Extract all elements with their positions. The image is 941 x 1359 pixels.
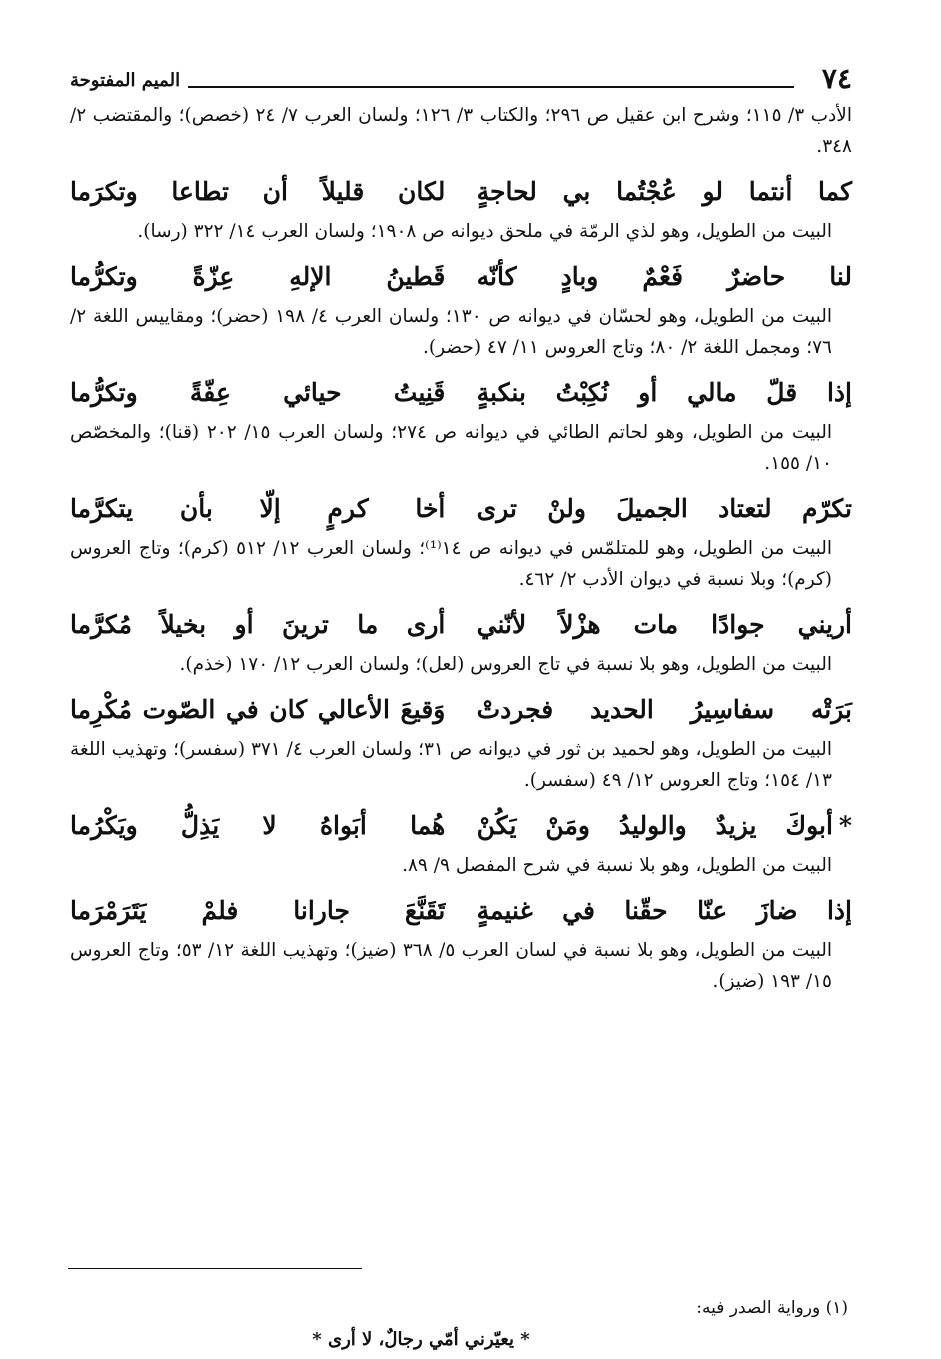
verse-entry xyxy=(70,168,852,247)
first-hemistich xyxy=(477,253,852,301)
verse-entries xyxy=(70,168,852,997)
verse-entry xyxy=(70,253,852,363)
verse-note: البيت من الطويل، وهو للمتلمّس في ديوانه ص ١٤⁽¹⁾؛ ولسان العرب ١٢/ ٥١٢ (كرم)؛ وتاج العروس (كرم)؛ وبلا نسبة في ديوان الأدب ٢/ ٤٦٢. xyxy=(70,538,832,590)
header-rule xyxy=(188,86,794,88)
hemistich-text: تكرّم لتعتاد الجميلَ ولنْ ترى xyxy=(476,494,852,523)
verse-note: البيت من الطويل، وهو لحاتم الطائي في ديوانه ص ٢٧٤؛ ولسان العرب ١٥/ ٢٠٢ (قنا)؛ والمخصّص ١٠/ ١٥٥. xyxy=(70,422,832,474)
verse-note: البيت من الطويل، وهو بلا نسبة في تاج العروس (لعل)؛ ولسان العرب ١٢/ ١٧٠ (خذم). xyxy=(179,654,832,675)
verse-note: البيت من الطويل، وهو لحميد بن ثور في ديوانه ص ٣١؛ ولسان العرب ٤/ ٣٧١ (سفسر)؛ وتهذيب اللغة ١٣/ ١٥٤؛ وتاج العروس ١٢/ ٤٩ (سفسر). xyxy=(70,739,832,791)
first-hemistich xyxy=(477,802,852,850)
verse-note: البيت من الطويل، وهو لذي الرمّة في ملحق ديوانه ص ١٩٠٨؛ ولسان العرب ١٤/ ٣٢٢ (رسا). xyxy=(137,221,832,242)
verse-line xyxy=(70,485,852,533)
second-hemistich: وَقيعَ الأعالي كان في الصّوت مُكْرِما xyxy=(70,695,446,724)
verse-entry xyxy=(70,485,852,595)
verse-entry xyxy=(70,686,852,796)
verse-line xyxy=(70,253,852,301)
second-hemistich: أرى ما ترينَ أو بخيلاً مُكرَّما xyxy=(70,610,446,639)
hemistich-text: لنا حاضرٌ فَعْمٌ وبادٍ كأنّه xyxy=(476,262,852,291)
verse-line xyxy=(70,168,852,216)
page-number: ٧٤ xyxy=(821,62,852,95)
verse-note: البيت من الطويل، وهو بلا نسبة في لسان العرب ٥/ ٣٦٨ (ضيز)؛ وتهذيب اللغة ١٢/ ٥٣؛ وتاج العروس ١٥/ ١٩٣ (ضيز). xyxy=(70,940,832,992)
page-header xyxy=(70,62,852,98)
book-page xyxy=(70,62,852,1352)
first-hemistich xyxy=(477,168,852,216)
first-hemistich xyxy=(477,601,852,649)
hemistich-text: أبوكَ يزيدٌ والوليدُ ومَنْ يَكُنْ xyxy=(476,811,833,840)
verse-line xyxy=(70,802,852,850)
footnote-rule xyxy=(68,1268,362,1269)
continued-note: الأدب ٣/ ١١٥؛ وشرح ابن عقيل ص ٢٩٦؛ والكتاب ٣/ ١٢٦؛ ولسان العرب ٧/ ٢٤ (خصص)؛ والمقتضب ٢/ ٣٤٨. xyxy=(70,105,852,157)
second-hemistich: قَطينُ الإلهِ عِزّةً وتكرُّما xyxy=(70,262,446,291)
first-hemistich xyxy=(477,686,852,734)
second-hemistich: أخا كرمٍ إلّا بأن يتكرَّما xyxy=(70,494,446,523)
footnote-area xyxy=(70,1230,852,1350)
verse-note: البيت من الطويل، وهو لحسّان في ديوانه ص ١٣٠؛ ولسان العرب ٤/ ١٩٨ (حضر)؛ ومقاييس اللغة ٢/ ٧٦؛ ومجمل اللغة ٢/ ٨٠؛ وتاج العروس ١١/ ٤٧ (حضر). xyxy=(70,306,832,358)
verse-line xyxy=(70,369,852,417)
footnote-verse: * يعيّرني أمّي رجالٌ، لا أرى * xyxy=(312,1329,530,1350)
second-hemistich: تَقَنَّعَ جارانا فلمْ يَتَرَمْرَما xyxy=(70,896,446,925)
verse-entry xyxy=(70,802,852,881)
footnote-text: (١) ورواية الصدر فيه: xyxy=(696,1298,848,1318)
verse-entry xyxy=(70,887,852,997)
hemistich-text: بَرَتْه سفاسِيرُ الحديد فجردتْ xyxy=(476,695,852,724)
verse-line xyxy=(70,686,852,734)
verse-entry xyxy=(70,369,852,479)
second-hemistich: هُما أبَواهُ لا يَذِلُّ ويَكْرُما xyxy=(70,811,446,840)
verse-marker: * xyxy=(838,811,852,840)
verse-line xyxy=(70,887,852,935)
verse-entry xyxy=(70,601,852,680)
verse-line xyxy=(70,601,852,649)
second-hemistich: لكان قليلاً أن تطاعا وتكرَما xyxy=(70,177,446,206)
first-hemistich xyxy=(477,369,852,417)
second-hemistich: قَنِيتُ حيائي عِفّةً وتكرُّما xyxy=(70,378,446,407)
first-hemistich xyxy=(477,485,852,533)
hemistich-text: كما أنتما لو عُجْتُما بي لحاجةٍ xyxy=(476,177,852,206)
hemistich-text: إذا ضازَ عنّا حقّنا في غنيمةٍ xyxy=(476,896,852,925)
verse-note: البيت من الطويل، وهو بلا نسبة في شرح المفصل ٩/ ٨٩. xyxy=(402,855,832,876)
first-hemistich xyxy=(477,887,852,935)
hemistich-text: إذا قلّ مالي أو نُكِبْتُ بنكبةٍ xyxy=(476,378,852,407)
section-title: الميم المفتوحة xyxy=(70,70,181,91)
hemistich-text: أريني جوادًا مات هزْلاً لأنّني xyxy=(476,610,852,639)
